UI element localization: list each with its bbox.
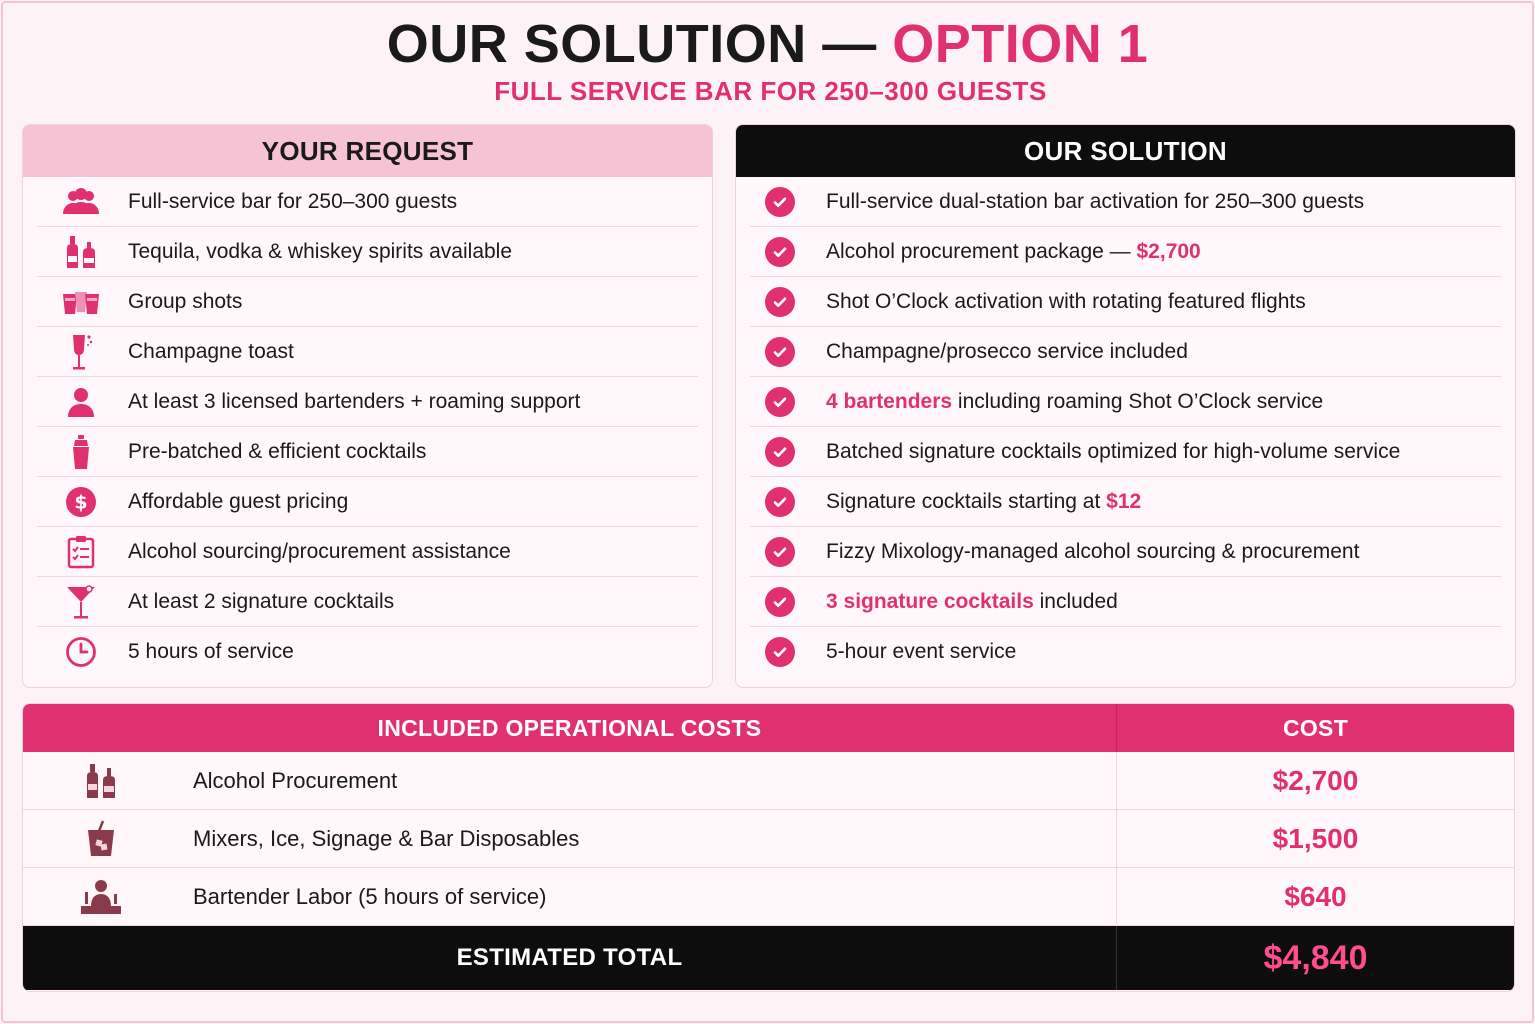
cost-value: $640 bbox=[1284, 880, 1347, 912]
request-item bbox=[37, 427, 698, 477]
request-item-text: Pre-batched & efficient cocktails bbox=[128, 439, 427, 463]
solution-text-segment: Champagne/prosecco service included bbox=[826, 339, 1188, 363]
request-item bbox=[37, 477, 698, 527]
cost-value: $1,500 bbox=[1272, 822, 1359, 854]
clock-icon bbox=[51, 636, 111, 668]
page-title bbox=[0, 14, 1535, 74]
cost-value: $2,700 bbox=[1272, 764, 1359, 796]
clipboard-icon bbox=[51, 535, 111, 569]
solution-item bbox=[750, 627, 1501, 677]
solution-text-segment: Fizzy Mixology-managed alcohol sourcing & procurement bbox=[826, 539, 1360, 563]
solution-item-text bbox=[826, 290, 1306, 314]
total-value: $4,840 bbox=[1263, 938, 1368, 977]
solution-item-text bbox=[826, 390, 1323, 414]
check-icon bbox=[750, 487, 810, 517]
request-item bbox=[37, 627, 698, 677]
total-row bbox=[23, 926, 1514, 990]
page-subtitle: FULL SERVICE BAR FOR 250–300 GUESTS bbox=[494, 76, 1047, 106]
request-heading: YOUR REQUEST bbox=[23, 125, 712, 177]
request-item-text: At least 3 licensed bartenders + roaming support bbox=[128, 389, 581, 413]
champagne-glass-icon bbox=[51, 333, 111, 371]
solution-item-text bbox=[826, 240, 1201, 264]
request-item-text: Champagne toast bbox=[128, 339, 294, 363]
solution-item bbox=[750, 227, 1501, 277]
person-icon bbox=[51, 387, 111, 417]
solution-item-text bbox=[826, 590, 1118, 614]
solution-text-segment: Full-service dual-station bar activation for 250–300 guests bbox=[826, 189, 1365, 213]
check-icon bbox=[750, 187, 810, 217]
solution-item-text bbox=[826, 540, 1359, 564]
request-item-text: Full-service bar for 250–300 guests bbox=[128, 189, 458, 213]
solution-item bbox=[750, 277, 1501, 327]
check-icon bbox=[750, 387, 810, 417]
cost-row bbox=[23, 810, 1514, 868]
solution-panel bbox=[735, 124, 1516, 688]
check-icon bbox=[750, 287, 810, 317]
shot-glasses-icon bbox=[51, 288, 111, 316]
total-label: ESTIMATED TOTAL bbox=[23, 926, 1117, 990]
check-icon bbox=[750, 337, 810, 367]
request-item bbox=[37, 277, 698, 327]
request-item bbox=[37, 377, 698, 427]
solution-highlight: $12 bbox=[1106, 489, 1142, 513]
request-item-text: At least 2 signature cocktails bbox=[128, 589, 395, 613]
request-panel bbox=[22, 124, 713, 688]
solution-item bbox=[750, 327, 1501, 377]
solution-item-text bbox=[826, 190, 1364, 214]
request-item bbox=[37, 577, 698, 627]
svg-text:$: $ bbox=[74, 491, 88, 513]
solution-item-text bbox=[826, 490, 1141, 514]
title-main: OUR SOLUTION — bbox=[386, 14, 893, 74]
solution-item-text bbox=[826, 640, 1016, 664]
request-item-text: Tequila, vodka & whiskey spirits available bbox=[128, 239, 513, 263]
mixer-cup-icon bbox=[71, 820, 131, 858]
request-item bbox=[37, 177, 698, 227]
check-icon bbox=[750, 587, 810, 617]
solution-item-text bbox=[826, 440, 1400, 464]
request-item bbox=[37, 527, 698, 577]
solution-item bbox=[750, 427, 1501, 477]
martini-icon bbox=[51, 584, 111, 620]
request-item-text: 5 hours of service bbox=[128, 640, 294, 663]
solution-text-segment: 5-hour event service bbox=[826, 640, 1017, 663]
solution-text-segment: Signature cocktails starting at bbox=[826, 489, 1107, 513]
costs-header bbox=[23, 704, 1514, 752]
solution-item bbox=[750, 527, 1501, 577]
request-item-text: Affordable guest pricing bbox=[128, 489, 349, 513]
bartender-icon bbox=[71, 878, 131, 916]
solution-item bbox=[750, 577, 1501, 627]
request-item bbox=[37, 227, 698, 277]
check-icon bbox=[750, 237, 810, 267]
cost-column-heading: COST bbox=[1282, 714, 1349, 741]
solution-highlight: 3 signature cocktails bbox=[826, 589, 1034, 613]
cost-label: Mixers, Ice, Signage & Bar Disposables bbox=[193, 825, 580, 851]
solution-text-segment: Batched signature cocktails optimized for high-volume service bbox=[826, 439, 1401, 463]
request-item-text: Alcohol sourcing/procurement assistance bbox=[128, 539, 511, 563]
solution-text-segment: including roaming Shot O’Clock service bbox=[952, 389, 1324, 413]
cost-label: Bartender Labor (5 hours of service) bbox=[193, 883, 547, 909]
request-item-text: Group shots bbox=[128, 289, 243, 313]
solution-heading: OUR SOLUTION bbox=[736, 125, 1515, 177]
costs-table bbox=[22, 703, 1515, 992]
solution-text-segment: Shot O’Clock activation with rotating featured flights bbox=[826, 289, 1306, 313]
cost-row bbox=[23, 868, 1514, 926]
solution-text-segment: Alcohol procurement package — bbox=[826, 239, 1137, 263]
check-icon bbox=[750, 437, 810, 467]
bottles-icon bbox=[71, 762, 131, 800]
solution-item bbox=[750, 177, 1501, 227]
cost-label: Alcohol Procurement bbox=[193, 767, 398, 793]
solution-highlight: $2,700 bbox=[1136, 239, 1201, 263]
solution-text-segment: included bbox=[1033, 589, 1118, 613]
title-accent: OPTION 1 bbox=[892, 14, 1149, 74]
solution-item-text bbox=[826, 340, 1188, 364]
shaker-icon bbox=[51, 434, 111, 470]
solution-item bbox=[750, 477, 1501, 527]
costs-heading: INCLUDED OPERATIONAL COSTS bbox=[23, 704, 1117, 752]
solution-highlight: 4 bartenders bbox=[826, 389, 953, 413]
request-item bbox=[37, 327, 698, 377]
solution-item bbox=[750, 377, 1501, 427]
group-icon bbox=[51, 188, 111, 216]
check-icon bbox=[750, 637, 810, 667]
bottles-icon bbox=[51, 234, 111, 270]
check-icon bbox=[750, 537, 810, 567]
dollar-icon bbox=[51, 486, 111, 518]
cost-row bbox=[23, 752, 1514, 810]
